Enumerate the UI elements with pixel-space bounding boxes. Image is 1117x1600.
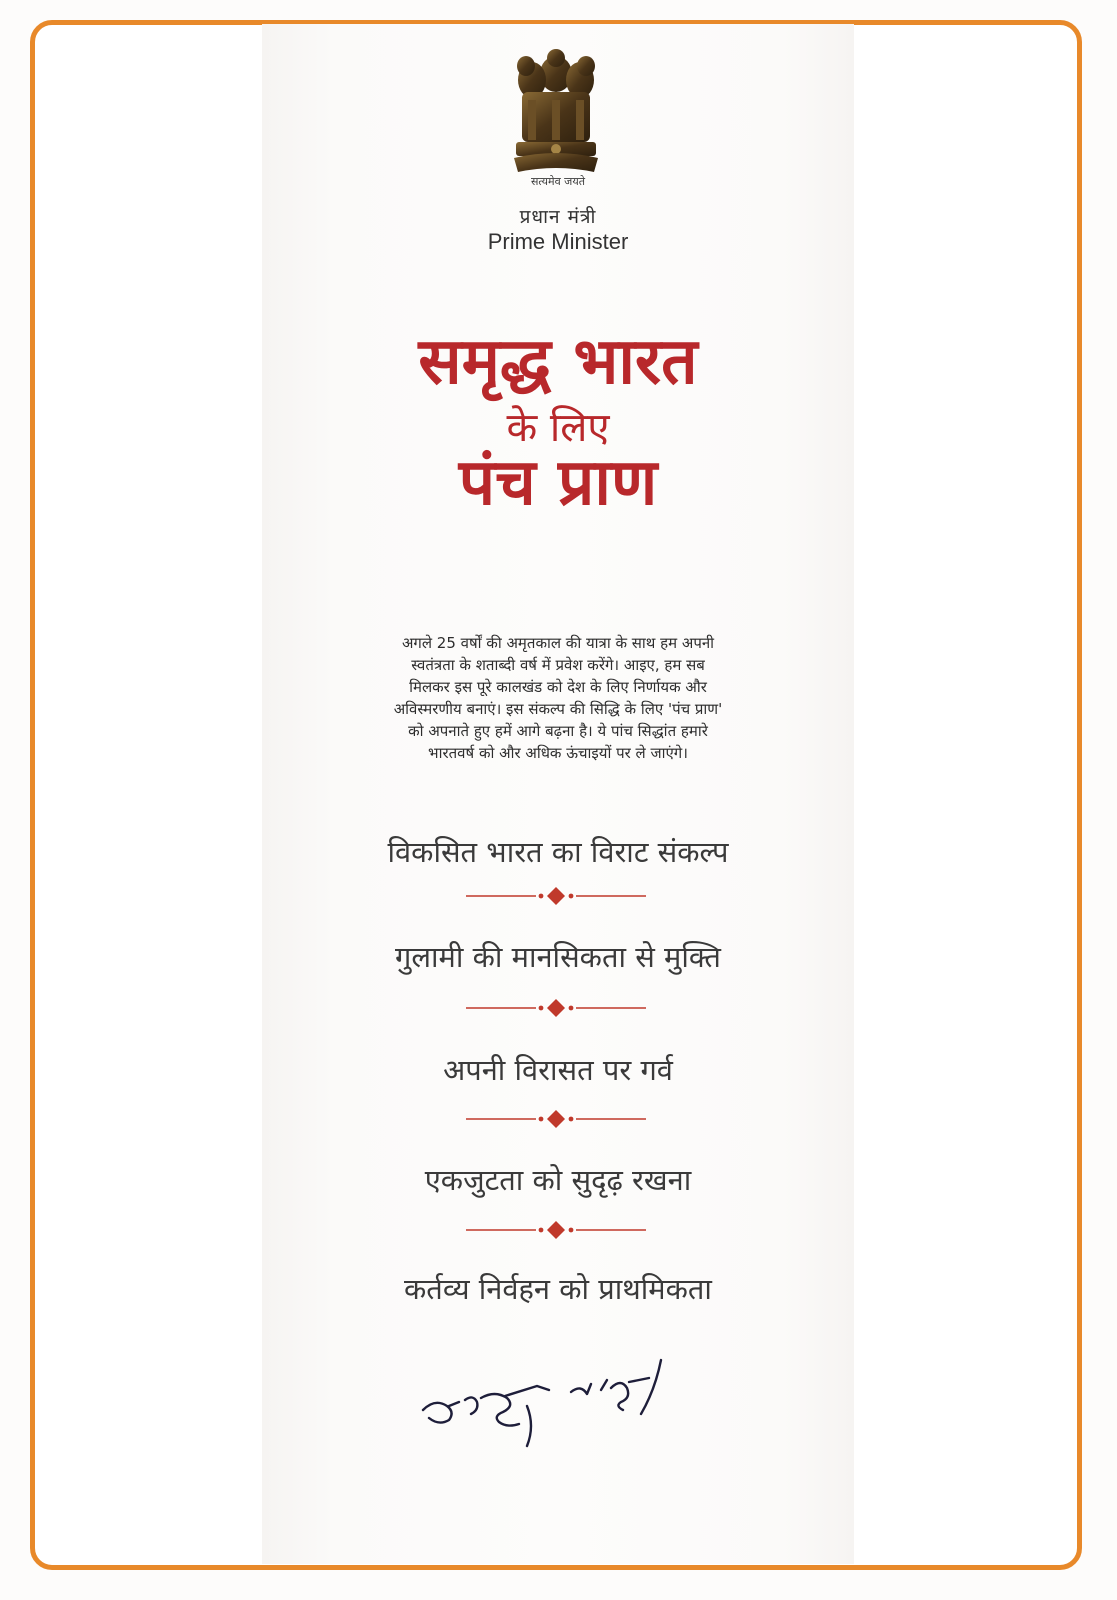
intro-line: अगले 25 वर्षों की अमृतकाल की यात्रा के साथ हम अपनी xyxy=(401,634,715,652)
prana-item-4: एकजुटता को सुदृढ़ रखना xyxy=(424,1163,692,1197)
page-title-line-3: पंच प्राण xyxy=(458,446,658,520)
ornament-divider xyxy=(466,886,646,906)
ornament-divider xyxy=(466,1109,646,1129)
prana-item-3: अपनी विरासत पर गर्व xyxy=(443,1053,673,1087)
intro-line: स्वतंत्रता के शताब्दी वर्ष में प्रवेश करेंगे। आइए, हम सब xyxy=(411,656,705,674)
signature xyxy=(415,1340,705,1455)
intro-line: मिलकर इस पूरे कालखंड को देश के लिए निर्णायक और xyxy=(409,678,707,696)
intro-line: भारतवर्ष को और अधिक ऊंचाइयों पर ले जाएंगे। xyxy=(428,744,688,762)
prana-item-1: विकसित भारत का विराट संकल्प xyxy=(387,835,729,869)
intro-line: को अपनाते हुए हमें आगे बढ़ना है। ये पांच सिद्धांत हमारे xyxy=(408,722,708,740)
national-emblem-icon xyxy=(508,48,604,188)
intro-paragraph xyxy=(338,632,778,764)
ornament-divider xyxy=(466,1220,646,1240)
prana-item-2: गुलामी की मानसिकता से मुक्ति xyxy=(395,940,721,974)
office-title-english: Prime Minister xyxy=(487,229,629,254)
page-title-line-2: के लिए xyxy=(506,405,610,451)
emblem-motto: सत्यमेव जयते xyxy=(530,175,585,188)
page-title-line-1: समृद्ध भारत xyxy=(418,325,698,399)
center-panel xyxy=(262,24,854,1564)
office-title-hindi: प्रधान मंत्री xyxy=(519,206,597,228)
intro-line: अविस्मरणीय बनाएं। इस संकल्प की सिद्धि के लिए 'पंच प्राण' xyxy=(393,700,723,718)
ornament-divider xyxy=(466,998,646,1018)
prana-item-5: कर्तव्य निर्वहन को प्राथमिकता xyxy=(404,1272,712,1306)
